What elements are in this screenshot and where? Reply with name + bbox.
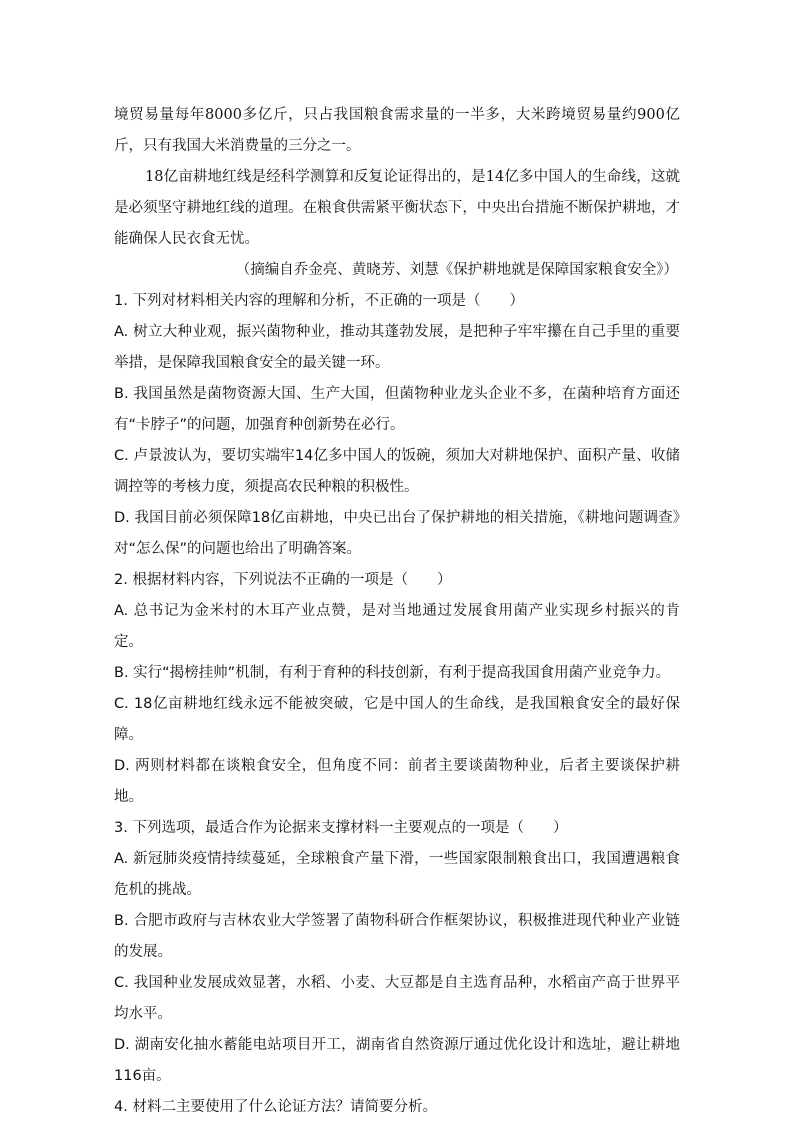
question-1-option-a: A. 树立大种业观，振兴菌物种业，推动其蓬勃发展，是把种子牢牢攥在自己手里的重要举措，是保障我国粮食安全的最关键一环。 <box>114 324 680 371</box>
question-2-option-a: A. 总书记为金米村的木耳产业点赞，是对当地通过发展食用菌产业实现乡村振兴的肯定。 <box>114 603 680 650</box>
question-3-option-d: D. 湖南安化抽水蓄能电站项目开工，湖南省自然资源厅通过优化设计和选址，避让耕地116亩。 <box>114 1037 680 1084</box>
question-2-option-c: C. 18亿亩耕地红线永远不能被突破，它是中国人的生命线，是我国粮食安全的最好保障。 <box>114 696 680 743</box>
question-4-stem: 4. 材料二主要使用了什么论证方法？请简要分析。 <box>114 1099 437 1115</box>
passage-paragraph-2: 18亿亩耕地红线是经科学测算和反复论证得出的，是14亿多中国人的生命线，这就是必须坚守耕地红线的道理。在粮食供需紧平衡状态下，中央出台措施不断保护耕地，才能确保人民衣食无忧。 <box>114 169 680 247</box>
question-1-option-d: D. 我国目前必须保障18亿亩耕地，中央已出台了保护耕地的相关措施，《耕地问题调查》对“怎么保”的问题也给出了明确答案。 <box>114 510 680 557</box>
question-2-stem: 2. 根据材料内容，下列说法不正确的一项是（ ） <box>114 572 452 588</box>
passage-source: （摘编自乔金亮、黄晓芳、刘慧《保护耕地就是保障国家粮食安全》） <box>235 262 678 278</box>
question-1-stem: 1. 下列对材料相关内容的理解和分析，不正确的一项是（ ） <box>114 293 524 309</box>
question-1 <box>114 286 680 565</box>
question-4 <box>114 1092 680 1123</box>
question-3-option-a: A. 新冠肺炎疫情持续蔓延，全球粮食产量下滑，一些国家限制粮食出口，我国遭遇粮食危机的挑战。 <box>114 851 680 898</box>
question-3-option-c: C. 我国种业发展成效显著，水稻、小麦、大豆都是自主选育品种，水稻亩产高于世界平均水平。 <box>114 975 680 1022</box>
question-1-option-b: B. 我国虽然是菌物资源大国、生产大国，但菌物种业龙头企业不多，在菌种培育方面还有“卡脖子”的问题，加强育种创新势在必行。 <box>114 386 680 433</box>
question-2-option-b: B. 实行“揭榜挂帅”机制，有利于育种的科技创新，有利于提高我国食用菌产业竞争力。 <box>114 665 671 681</box>
question-2 <box>114 565 680 813</box>
question-3-option-b: B. 合肥市政府与吉林农业大学签署了菌物科研合作框架协议，积极推进现代种业产业链的发展。 <box>114 913 680 960</box>
question-2-option-d: D. 两则材料都在谈粮食安全，但角度不同：前者主要谈菌物种业，后者主要谈保护耕地。 <box>114 758 680 805</box>
passage-paragraph-1: 境贸易量每年8000多亿斤，只占我国粮食需求量的一半多，大米跨境贸易量约900亿斤，只有我国大米消费量的三分之一。 <box>114 107 680 154</box>
question-1-option-c: C. 卢景波认为，要切实端牢14亿多中国人的饭碗，须加大对耕地保护、面积产量、收储调控等的考核力度，须提高农民种粮的积极性。 <box>114 448 680 495</box>
question-3-stem: 3. 下列选项，最适合作为论据来支撑材料一主要观点的一项是（ ） <box>114 820 568 836</box>
question-3 <box>114 813 680 1092</box>
